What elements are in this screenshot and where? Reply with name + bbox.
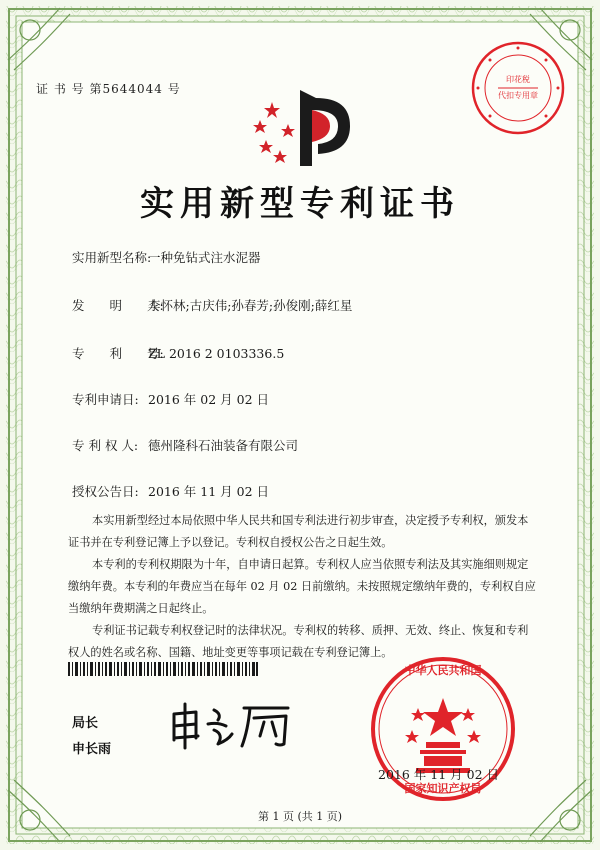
- page-number: 第 1 页 (共 1 页): [257, 810, 343, 823]
- field-label: 专 利 权 人:: [72, 438, 139, 453]
- field-label: 专利申请日:: [72, 392, 139, 407]
- field-patentee: [72, 436, 298, 454]
- field-inventors: [72, 296, 352, 314]
- field-name: [72, 248, 261, 266]
- field-application-date: [72, 390, 269, 408]
- field-label: 授权公告日:: [72, 484, 139, 499]
- field-value: 2016 年 02 月 02 日: [148, 392, 269, 407]
- paragraph-term: 本专利的专利权期限为十年，自申请日起算。专利权人应当依照专利法及其实施细则规定缴纳年费。本专利的年费应当在每年 02 月 02 日前缴纳。未按照规定缴纳年费的，专利权自应当缴纳年费期满之日起终止。: [68, 558, 536, 615]
- signatory-name: 申长雨: [72, 742, 112, 757]
- field-patent-number: [72, 344, 284, 362]
- issue-date: 2016 年 11 月 02 日: [378, 767, 499, 782]
- field-grant-date: [72, 482, 269, 500]
- field-value: ZL 2016 2 0103336.5: [148, 346, 285, 361]
- field-label: 专 利 号:: [72, 346, 164, 361]
- agency-seal: [470, 40, 566, 136]
- svg-text:中华人民共和国: 中华人民共和国: [404, 664, 482, 677]
- certificate-number: 证 书 号 第5644044 号: [36, 82, 181, 96]
- svg-text:国家知识产权局: 国家知识产权局: [404, 782, 482, 795]
- svg-text:代扣专用章: 代扣专用章: [498, 91, 538, 100]
- paragraph-legal-status: 专利证书记载专利权登记时的法律状况。专利权的转移、质押、无效、终止、恢复和专利权人的姓名或名称、国籍、地址变更等事项记载在专利登记簿上。: [68, 624, 529, 659]
- ip-office-logo: [250, 80, 360, 170]
- certificate-title: 实用新型专利证书: [140, 184, 460, 224]
- barcode: [68, 662, 258, 676]
- paragraph-grant: 本实用新型经过本局依照中华人民共和国专利法进行初步审查，决定授予专利权，颁发本证书并在专利登记簿上予以登记。专利权自授权公告之日起生效。: [68, 514, 529, 549]
- field-label: 实用新型名称:: [72, 250, 152, 265]
- field-value: 一种免钻式注水泥器: [148, 250, 261, 265]
- signatory-title: 局长: [72, 716, 99, 731]
- field-value: 2016 年 11 月 02 日: [148, 484, 269, 499]
- svg-text:印花税: 印花税: [506, 75, 530, 84]
- field-label: 发 明 人:: [72, 298, 164, 313]
- handwritten-signature: [168, 700, 298, 750]
- field-value: 李怀林;古庆伟;孙春芳;孙俊刚;薛红星: [148, 298, 353, 313]
- field-value: 德州隆科石油装备有限公司: [148, 438, 299, 453]
